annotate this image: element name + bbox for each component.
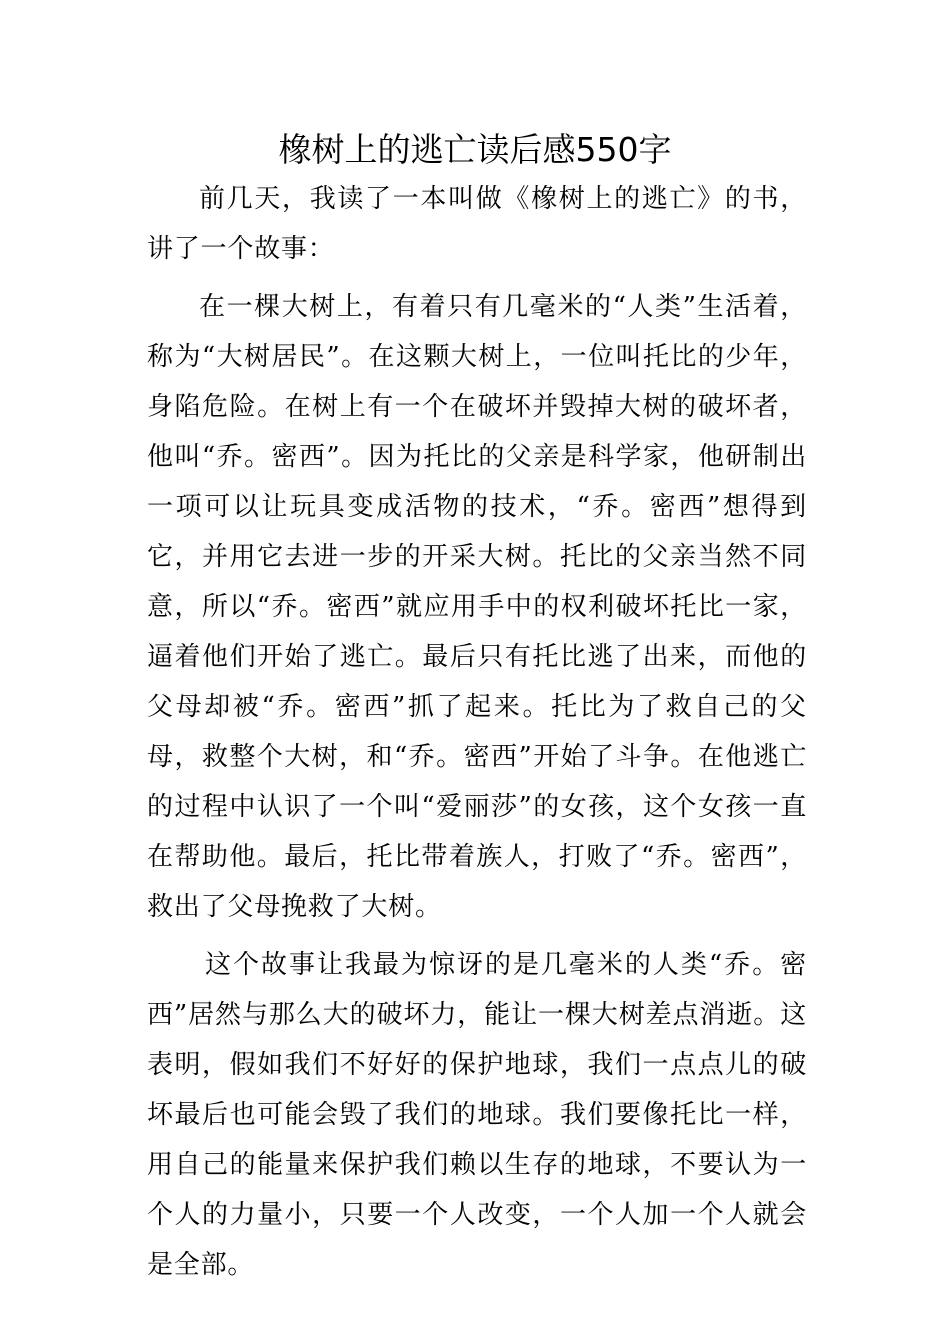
paragraph-story: 在一棵大树上，有着只有几毫米的“人类”生活着，称为“大树居民”。在这颗大树上，一位叫托比的少年，身陷危险。在树上有一个在破坏并毁掉大树的破坏者，他叫“乔。密西”。因为托比的父亲是科学家，他研制出一项可以让玩具变成活物的技术，“乔。密西”想得到它，并用它去进一步的开采大树。托比的父亲当然不同意，所以“乔。密西”就应用手中的权利破坏托比一家，逼着他们开始了逃亡。最后只有托比逃了出来，而他的父母却被“乔。密西”抓了起来。托比为了救自己的父母，救整个大树，和“乔。密西”开始了斗争。在他逃亡的过程中认识了一个叫“爱丽莎”的女孩，这个女孩一直在帮助他。最后，托比带着族人，打败了“乔。密西”，救出了父母挽救了大树。 bbox=[147, 292, 807, 922]
document-title: 橡树上的逃亡读后感550字 bbox=[278, 130, 672, 169]
paragraph-reflection: 这个故事让我最为惊讶的是几毫米的人类“乔。密西”居然与那么大的破坏力，能让一棵大树差点消逝。这表明，假如我们不好好的保护地球，我们一点点儿的破坏最后也可能会毁了我们的地球。我们要像托比一样，用自己的能量来保护我们赖以生存的地球，不要认为一个人的力量小，只要一个人改变，一个人加一个人就会是全部。 bbox=[147, 950, 807, 1280]
paragraph-intro: 前几天，我读了一本叫做《橡树上的逃亡》的书，讲了一个故事： bbox=[147, 184, 807, 264]
document-body bbox=[147, 174, 807, 1290]
